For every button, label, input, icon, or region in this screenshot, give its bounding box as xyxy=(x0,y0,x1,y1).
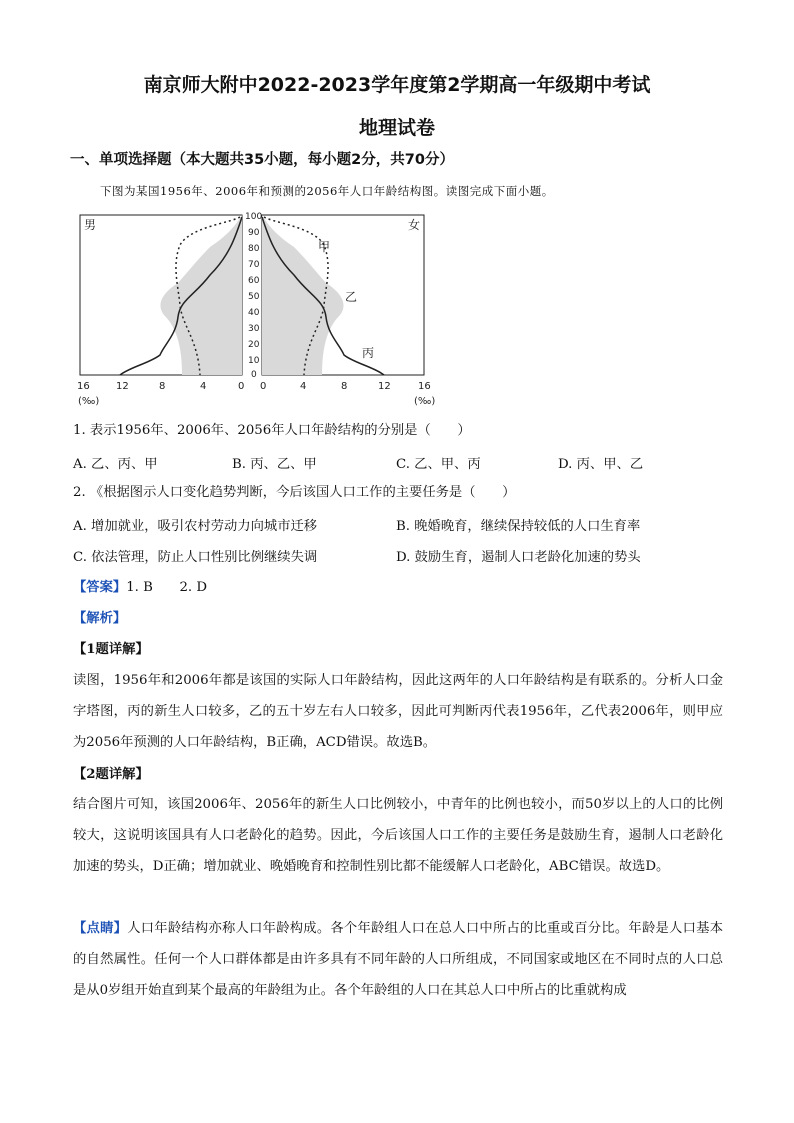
population-pyramid-figure xyxy=(60,205,440,410)
y-tick: 100 xyxy=(245,212,263,222)
question-1-option-a[interactable]: A. 乙、丙、甲 xyxy=(73,457,158,472)
question-2-stem: 2. 《根据图示人口变化趋势判断，今后该国人口工作的主要任务是（ ） xyxy=(73,485,516,500)
point-label: 【点睛】 xyxy=(73,921,128,936)
female-label: 女 xyxy=(408,218,421,232)
question-2-option-b[interactable]: B. 晚婚晚育，继续保持较低的人口生育率 xyxy=(396,519,641,534)
x-tick-left: 0 xyxy=(238,381,245,392)
answer-label: 【答案】 xyxy=(73,580,127,595)
detail-1-text: 读图，1956年和2006年都是该国的实际人口年龄结构，因此这两年的人口年龄结构是有联系的。分析人口金字塔图，丙的新生人口较多，乙的五十岁左右人口较多，因此可判断丙代表1956年，乙代表2006年，则甲应为2056年预测的人口年龄结构，B正确，ACD错误。故选B。 xyxy=(73,673,723,751)
series-yi-shade-left xyxy=(160,215,242,375)
detail-1-label: 【1题详解】 xyxy=(73,642,149,657)
question-1-option-d[interactable]: D. 丙、甲、乙 xyxy=(558,457,644,472)
series-label-jia: 甲 xyxy=(318,240,331,254)
y-tick: 90 xyxy=(248,228,260,238)
y-tick: 0 xyxy=(251,370,257,380)
question-2-option-c[interactable]: C. 依法管理，防止人口性别比例继续失调 xyxy=(73,550,318,565)
y-tick: 20 xyxy=(248,340,260,350)
analysis-line xyxy=(73,609,126,629)
answer-text: 1. B 2. D xyxy=(126,580,208,595)
y-tick: 80 xyxy=(248,244,260,254)
figure-intro: 下图为某国1956年、2006年和预测的2056年人口年龄结构图。读图完成下面小题。 xyxy=(100,184,554,198)
point-text: 人口年龄结构亦称人口年龄构成。各个年龄组人口在总人口中所占的比重或百分比。年龄是人口基本的自然属性。任何一个人口群体都是由许多具有不同年龄的人口所组成，不同国家或地区在不同时点的人口总是从0岁组开始直到某个最高的年龄组为止。各个年龄组的人口在其总人口中所占的比重就构成 xyxy=(73,921,723,999)
detail-2-label: 【2题详解】 xyxy=(73,767,149,782)
exam-title: 南京师大附中2022-2023学年度第2学期高一年级期中考试 xyxy=(143,74,651,96)
analysis-label: 【解析】 xyxy=(73,611,127,626)
y-tick: 50 xyxy=(248,292,260,302)
unit-right: (‰) xyxy=(414,396,436,407)
answer-line xyxy=(73,578,207,598)
x-tick-left: 12 xyxy=(116,381,129,392)
question-1-option-b[interactable]: B. 丙、乙、甲 xyxy=(232,457,317,472)
section-heading: 一、单项选择题（本大题共35小题，每小题2分，共70分） xyxy=(70,152,454,168)
x-tick-right: 8 xyxy=(341,381,348,392)
y-tick: 30 xyxy=(248,324,260,334)
male-label: 男 xyxy=(84,218,97,232)
x-tick-left: 16 xyxy=(77,381,90,392)
detail-1-heading xyxy=(73,640,149,660)
y-tick: 40 xyxy=(248,308,260,318)
question-2-option-d[interactable]: D. 鼓励生育，遏制人口老龄化加速的势头 xyxy=(396,550,641,565)
x-tick-right: 0 xyxy=(260,381,267,392)
x-tick-left: 8 xyxy=(159,381,166,392)
series-yi-shade-right xyxy=(262,215,344,375)
x-tick-right: 12 xyxy=(378,381,391,392)
series-label-bing: 丙 xyxy=(362,346,375,360)
x-tick-right: 16 xyxy=(418,381,431,392)
y-tick: 10 xyxy=(248,356,260,366)
detail-2-text: 结合图片可知，该国2006年、2056年的新生人口比例较小，中青年的比例也较小，而50岁以上的人口的比例较大，这说明该国具有人口老龄化的趋势。因此，今后该国人口工作的主要任务是鼓励生育，遏制人口老龄化加速的势头，D正确；增加就业、晚婚晚育和控制性别比都不能缓解人口老龄化，ABC错误。故选D。 xyxy=(73,797,723,875)
point-paragraph xyxy=(73,913,723,1007)
detail-2-heading xyxy=(73,765,149,785)
x-tick-right: 4 xyxy=(300,381,307,392)
question-1-option-c[interactable]: C. 乙、甲、丙 xyxy=(396,457,481,472)
series-label-yi: 乙 xyxy=(345,290,358,304)
question-1-stem: 1. 表示1956年、2006年、2056年人口年龄结构的分别是（ ） xyxy=(73,423,471,438)
exam-subtitle: 地理试卷 xyxy=(358,117,435,139)
y-tick: 60 xyxy=(248,276,260,286)
y-tick: 70 xyxy=(248,260,260,270)
question-2-option-a[interactable]: A. 增加就业，吸引农村劳动力向城市迁移 xyxy=(73,519,318,534)
x-tick-left: 4 xyxy=(200,381,207,392)
unit-left: (‰) xyxy=(78,396,100,407)
